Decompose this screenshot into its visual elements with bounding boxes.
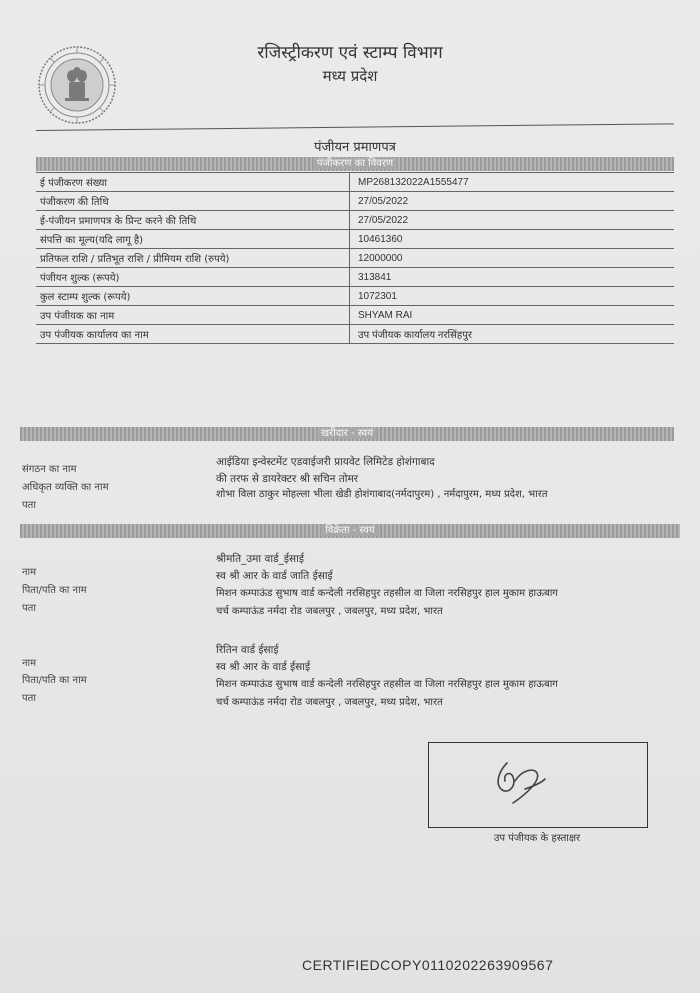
row-label: उप पंजीयक कार्यालय का नाम bbox=[36, 325, 350, 344]
seller-1-address-line-2: चर्च कम्पाऊंड नर्मदा रोड जबलपुर , जबलपुर, मध्य प्रदेश, भारत bbox=[216, 606, 443, 617]
row-label: पंजीकरण की तिथि bbox=[36, 192, 350, 211]
seller-2-father: स्व श्री आर के वार्ड ईसाई bbox=[216, 661, 311, 673]
row-value: 12000000 bbox=[350, 249, 675, 268]
seller-1-address-label: पता bbox=[22, 603, 36, 614]
seller-1-father: स्व श्री आर के वार्ड जाति ईसाई bbox=[216, 570, 333, 582]
state-name: मध्य प्रदेश bbox=[322, 67, 378, 85]
buyer-org-label: संगठन का नाम bbox=[22, 464, 77, 475]
buyer-org-name: आईडिया इन्वेस्टमेंट एडवाईजरी प्रायवेट लिमिटेड होशंगाबाद bbox=[216, 456, 435, 468]
table-row bbox=[36, 173, 674, 192]
seller-2-address-line-1: मिशन कम्पाऊंड सुभाष वार्ड कन्देली नरसिहपुर तहसील वा जिला नरसिहपुर हाल मुकाम हाऊबाग bbox=[216, 679, 558, 690]
department-title: रजिस्ट्रीकरण एवं स्टाम्प विभाग bbox=[257, 43, 443, 63]
table-row bbox=[36, 306, 674, 325]
seller-1-name-label: नाम bbox=[22, 567, 37, 578]
row-value: 27/05/2022 bbox=[350, 192, 675, 211]
row-label: उप पंजीयक का नाम bbox=[36, 306, 350, 325]
divider bbox=[36, 123, 674, 131]
registration-section-label: पंजीकरण का विवरण bbox=[313, 158, 397, 169]
row-label: संपत्ति का मूल्य(यदि लागू है) bbox=[36, 230, 350, 249]
row-label: ई पंजीकरण संख्या bbox=[36, 173, 350, 192]
row-value: 27/05/2022 bbox=[350, 211, 675, 230]
table-row bbox=[36, 268, 674, 287]
handwritten-signature-icon bbox=[429, 743, 647, 827]
buyer-address-label: पता bbox=[22, 500, 36, 511]
signature-label: उप पंजीयक के हस्ताक्षर bbox=[493, 833, 581, 844]
seller-1-father-label: पिता/पति का नाम bbox=[22, 585, 87, 596]
seller-section-band bbox=[20, 524, 680, 538]
seller-2-name: रितिन वार्ड ईसाई bbox=[216, 644, 279, 656]
buyer-authorized-person: की तरफ से डायरेक्टर श्री सचिन तोमर bbox=[216, 473, 359, 485]
row-label: पंजीयन शुल्क (रूपये) bbox=[36, 268, 350, 287]
row-label: प्रतिफल राशि / प्रतिभूत राशि / प्रीमियम राशि (रुपये) bbox=[36, 249, 350, 268]
buyer-person-label: अधिकृत व्यक्ति का नाम bbox=[22, 482, 109, 493]
buyer-section-label: खरीदार - स्वयं bbox=[317, 428, 377, 439]
madhya-pradesh-emblem-icon bbox=[36, 44, 118, 126]
row-value: उप पंजीयक कार्यालय नरसिंहपुर bbox=[350, 325, 675, 344]
certificate-title: पंजीयन प्रमाणपत्र bbox=[314, 140, 396, 155]
row-value: MP268132022A1555477 bbox=[350, 173, 675, 192]
table-row bbox=[36, 249, 674, 268]
seller-1-name: श्रीमति_उमा वार्ड_ईसाई bbox=[216, 553, 305, 565]
seller-2-address-line-2: चर्च कम्पाऊंड नर्मदा रोड जबलपुर , जबलपुर, मध्य प्रदेश, भारत bbox=[216, 697, 443, 708]
buyer-address: शोभा विला ठाकुर मोहल्ला भीला खेडी होशंगाबाद(नर्मदापुरम) , नर्मदापुरम, मध्य प्रदेश, भारत bbox=[216, 489, 548, 500]
signature-box bbox=[428, 742, 648, 828]
seller-section-label: विक्रेता - स्वयं bbox=[321, 525, 378, 536]
registration-section-band bbox=[36, 157, 674, 171]
table-row bbox=[36, 211, 674, 230]
seller-1-address-line-1: मिशन कम्पाऊंड सुभाष वार्ड कन्देली नरसिहपुर तहसील वा जिला नरसिहपुर हाल मुकाम हाऊबाग bbox=[216, 588, 558, 599]
certified-copy-number: CERTIFIEDCOPY0110202263909567 bbox=[302, 957, 554, 973]
row-value: SHYAM RAI bbox=[350, 306, 675, 325]
row-label: कुल स्टाम्प शुल्क (रूपये) bbox=[36, 287, 350, 306]
registration-details-table bbox=[36, 172, 674, 344]
table-row bbox=[36, 230, 674, 249]
row-value: 1072301 bbox=[350, 287, 675, 306]
seller-2-address-label: पता bbox=[22, 693, 36, 704]
seller-2-father-label: पिता/पति का नाम bbox=[22, 675, 87, 686]
buyer-section-band bbox=[20, 427, 674, 441]
row-label: ई-पंजीयन प्रमाणपत्र के प्रिन्ट करने की तिथि bbox=[36, 211, 350, 230]
seller-2-name-label: नाम bbox=[22, 658, 37, 669]
row-value: 313841 bbox=[350, 268, 675, 287]
table-row bbox=[36, 325, 674, 344]
table-row bbox=[36, 287, 674, 306]
table-row bbox=[36, 192, 674, 211]
row-value: 10461360 bbox=[350, 230, 675, 249]
